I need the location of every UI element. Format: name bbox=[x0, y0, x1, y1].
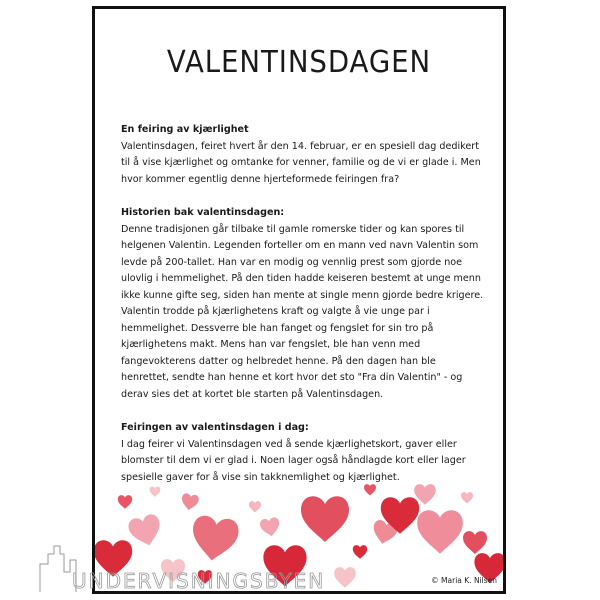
copyright-credit: © Maria K. Nilsen bbox=[431, 576, 497, 585]
section-heading: Historien bak valentinsdagen: bbox=[121, 207, 285, 218]
document-page bbox=[92, 6, 506, 594]
section-today bbox=[121, 420, 485, 486]
section-intro bbox=[121, 122, 485, 188]
section-heading: En feiring av kjærlighet bbox=[121, 124, 249, 135]
section-heading: Feiringen av valentinsdagen i dag: bbox=[121, 422, 309, 433]
section-text: I dag feirer vi Valentinsdagen ved å sende kjærlighetskort, gaver eller blomster til dem vi er glad i. Noen lager også håndlagde kort eller lager spesielle gaver for å vise sin takknemlighet og kjærlighet. bbox=[121, 438, 466, 483]
watermark-text: UNDERVISNINGSBYEN bbox=[72, 569, 326, 593]
section-text: Valentinsdagen, feiret hvert år den 14. februar, er en spesiell dag dedikert til å vise kjærlighet og omtanke for venner, familie og de vi er glade i. Men hvor kommer egentlig denne hjerteformede feiringen fra? bbox=[121, 140, 481, 185]
page-title: VALENTINSDAGEN bbox=[166, 45, 432, 80]
section-history bbox=[121, 205, 485, 403]
document-content bbox=[121, 122, 485, 503]
section-text: Denne tradisjonen går tilbake til gamle romerske tider og kan spores til helgenen Valentin. Legenden forteller om en mann ved navn Valentin som levde på 200-tallet. Han var en modig og vennlig prest som gjorde noe ulovlig i hemmelighet. På den tiden hadde keiseren bestemt at unge menn ikke kunne gifte seg, siden han mente at single menn gjorde bedre krigere. Valentin trodde på kjærlighetens kraft og valgte å vie unge par i hemmelighet. Dessverre ble han fanget og fengslet for sin tro på kjærlighetens makt. Mens han var fengslet, ble han venn med fangevokterens datter og helbredet henne. På den dagen han ble henrettet, sendte han henne et kort hvor det sto "Fra din Valentin" - og derav sies det at kortet ble starten på Valentinsdagen. bbox=[121, 223, 484, 400]
